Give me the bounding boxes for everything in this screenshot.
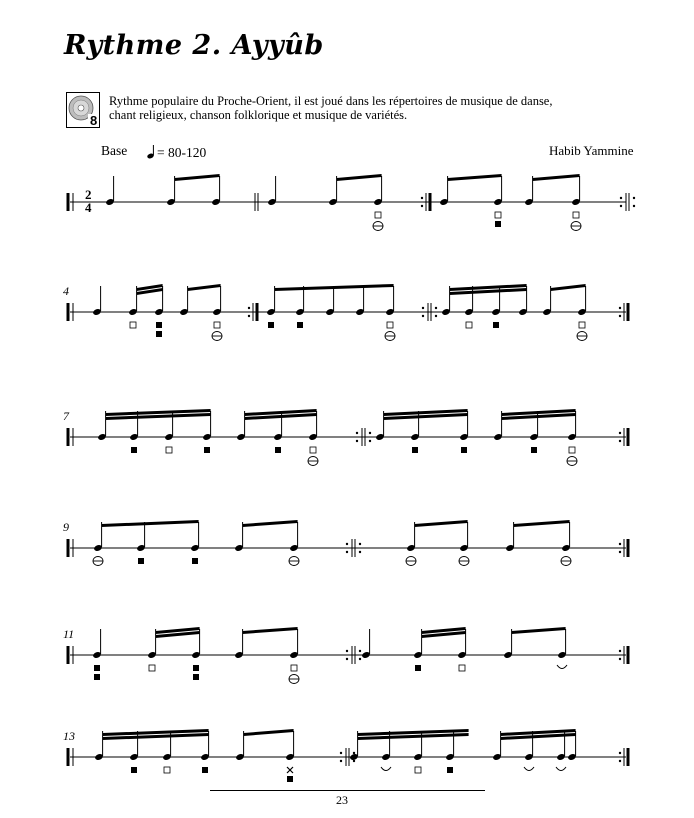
note-beam — [175, 174, 220, 181]
slap-stroke-mark — [164, 767, 170, 773]
note-beam — [512, 627, 566, 634]
slap-stroke-mark — [130, 322, 136, 328]
repeat-dot — [369, 440, 371, 442]
repeat-dot — [359, 543, 361, 545]
slap-stroke-mark — [459, 665, 465, 671]
system-number: 11 — [63, 627, 75, 641]
repeat-dot — [633, 205, 635, 207]
repeat-dot — [353, 752, 355, 754]
finger-stroke-mark — [412, 447, 418, 453]
note-beam — [514, 520, 570, 527]
tie-mark — [524, 767, 534, 771]
repeat-dot — [421, 205, 423, 207]
repeat-dot — [620, 205, 622, 207]
note-beam — [243, 520, 298, 527]
finger-stroke-mark — [156, 322, 162, 328]
finger-stroke-mark — [204, 447, 210, 453]
system-number: 4 — [63, 284, 69, 298]
slap-stroke-mark — [573, 212, 579, 218]
slap-stroke-mark — [495, 212, 501, 218]
repeat-dot — [369, 432, 371, 434]
slap-stroke-mark — [387, 322, 393, 328]
repeat-dot — [340, 752, 342, 754]
repeat-dot — [356, 440, 358, 442]
repeat-dot — [346, 543, 348, 545]
time-signature-top: 2 — [85, 187, 92, 202]
slap-stroke-mark — [310, 447, 316, 453]
repeat-dot — [248, 307, 250, 309]
repeat-dot — [422, 307, 424, 309]
note-beam — [448, 174, 502, 181]
repeat-dot — [359, 650, 361, 652]
repeat-dot — [346, 658, 348, 660]
repeat-dot — [421, 197, 423, 199]
slap-stroke-mark — [291, 665, 297, 671]
note-beam — [551, 284, 586, 291]
slap-stroke-mark — [214, 322, 220, 328]
finger-stroke-mark — [193, 674, 199, 680]
time-signature-bottom: 4 — [85, 200, 92, 215]
tempo-value: = 80-120 — [157, 145, 207, 160]
repeat-dot — [619, 551, 621, 553]
finger-stroke-mark — [94, 665, 100, 671]
repeat-dot — [619, 650, 621, 652]
note-beam — [415, 520, 468, 527]
note-beam — [243, 627, 298, 634]
repeat-dot — [619, 307, 621, 309]
finger-stroke-mark — [493, 322, 499, 328]
repeat-dot — [359, 551, 361, 553]
system-number: 9 — [63, 520, 69, 534]
finger-stroke-mark — [156, 331, 162, 337]
finger-stroke-mark — [287, 776, 293, 782]
tie-mark — [557, 665, 567, 669]
intro-line-2: chant religieux, chanson folklorique et musique de variétés. — [109, 107, 408, 122]
slap-stroke-mark — [149, 665, 155, 671]
page-title: Rythme 2. Ayyûb — [64, 30, 324, 61]
finger-stroke-mark — [202, 767, 208, 773]
intro-line-1: Rythme populaire du Proche-Orient, il est joué dans les répertoires de musique de danse, — [109, 94, 553, 108]
repeat-dot — [619, 760, 621, 762]
repeat-dot — [619, 440, 621, 442]
repeat-dot — [435, 315, 437, 317]
finger-stroke-mark — [415, 665, 421, 671]
repeat-dot — [620, 197, 622, 199]
repeat-dot — [248, 315, 250, 317]
finger-stroke-mark — [192, 558, 198, 564]
page-number: 23 — [336, 793, 348, 807]
slap-stroke-mark — [166, 447, 172, 453]
repeat-dot — [619, 432, 621, 434]
repeat-dot — [353, 760, 355, 762]
slap-stroke-mark — [466, 322, 472, 328]
finger-stroke-mark — [268, 322, 274, 328]
finger-stroke-mark — [275, 447, 281, 453]
repeat-dot — [619, 543, 621, 545]
tie-mark — [381, 767, 391, 771]
slap-stroke-mark — [415, 767, 421, 773]
system-number: 7 — [63, 409, 69, 423]
repeat-dot — [359, 658, 361, 660]
finger-stroke-mark — [297, 322, 303, 328]
slap-stroke-mark — [375, 212, 381, 218]
cd-track-number: 8 — [90, 113, 98, 128]
footer-rule — [210, 790, 485, 791]
finger-stroke-mark — [94, 674, 100, 680]
repeat-dot — [346, 551, 348, 553]
repeat-dot — [340, 760, 342, 762]
base-label: Base — [101, 143, 128, 158]
slap-stroke-mark — [579, 322, 585, 328]
repeat-dot — [346, 650, 348, 652]
finger-stroke-mark — [447, 767, 453, 773]
note-beam — [337, 174, 382, 181]
composer-name: Habib Yammine — [549, 143, 634, 158]
finger-stroke-mark — [461, 447, 467, 453]
repeat-dot — [356, 432, 358, 434]
note-beam — [244, 729, 294, 736]
note-beam — [188, 284, 221, 291]
finger-stroke-mark — [495, 221, 501, 227]
repeat-dot — [619, 752, 621, 754]
repeat-dot — [435, 307, 437, 309]
finger-stroke-mark — [131, 447, 137, 453]
finger-stroke-mark — [193, 665, 199, 671]
note-beam — [102, 520, 199, 527]
note-beam — [533, 174, 580, 181]
repeat-dot — [619, 315, 621, 317]
repeat-dot — [422, 315, 424, 317]
finger-stroke-mark — [138, 558, 144, 564]
tie-mark — [556, 767, 566, 771]
repeat-dot — [619, 658, 621, 660]
finger-stroke-mark — [531, 447, 537, 453]
slap-stroke-mark — [569, 447, 575, 453]
finger-stroke-mark — [131, 767, 137, 773]
system-number: 13 — [63, 729, 75, 743]
repeat-dot — [633, 197, 635, 199]
